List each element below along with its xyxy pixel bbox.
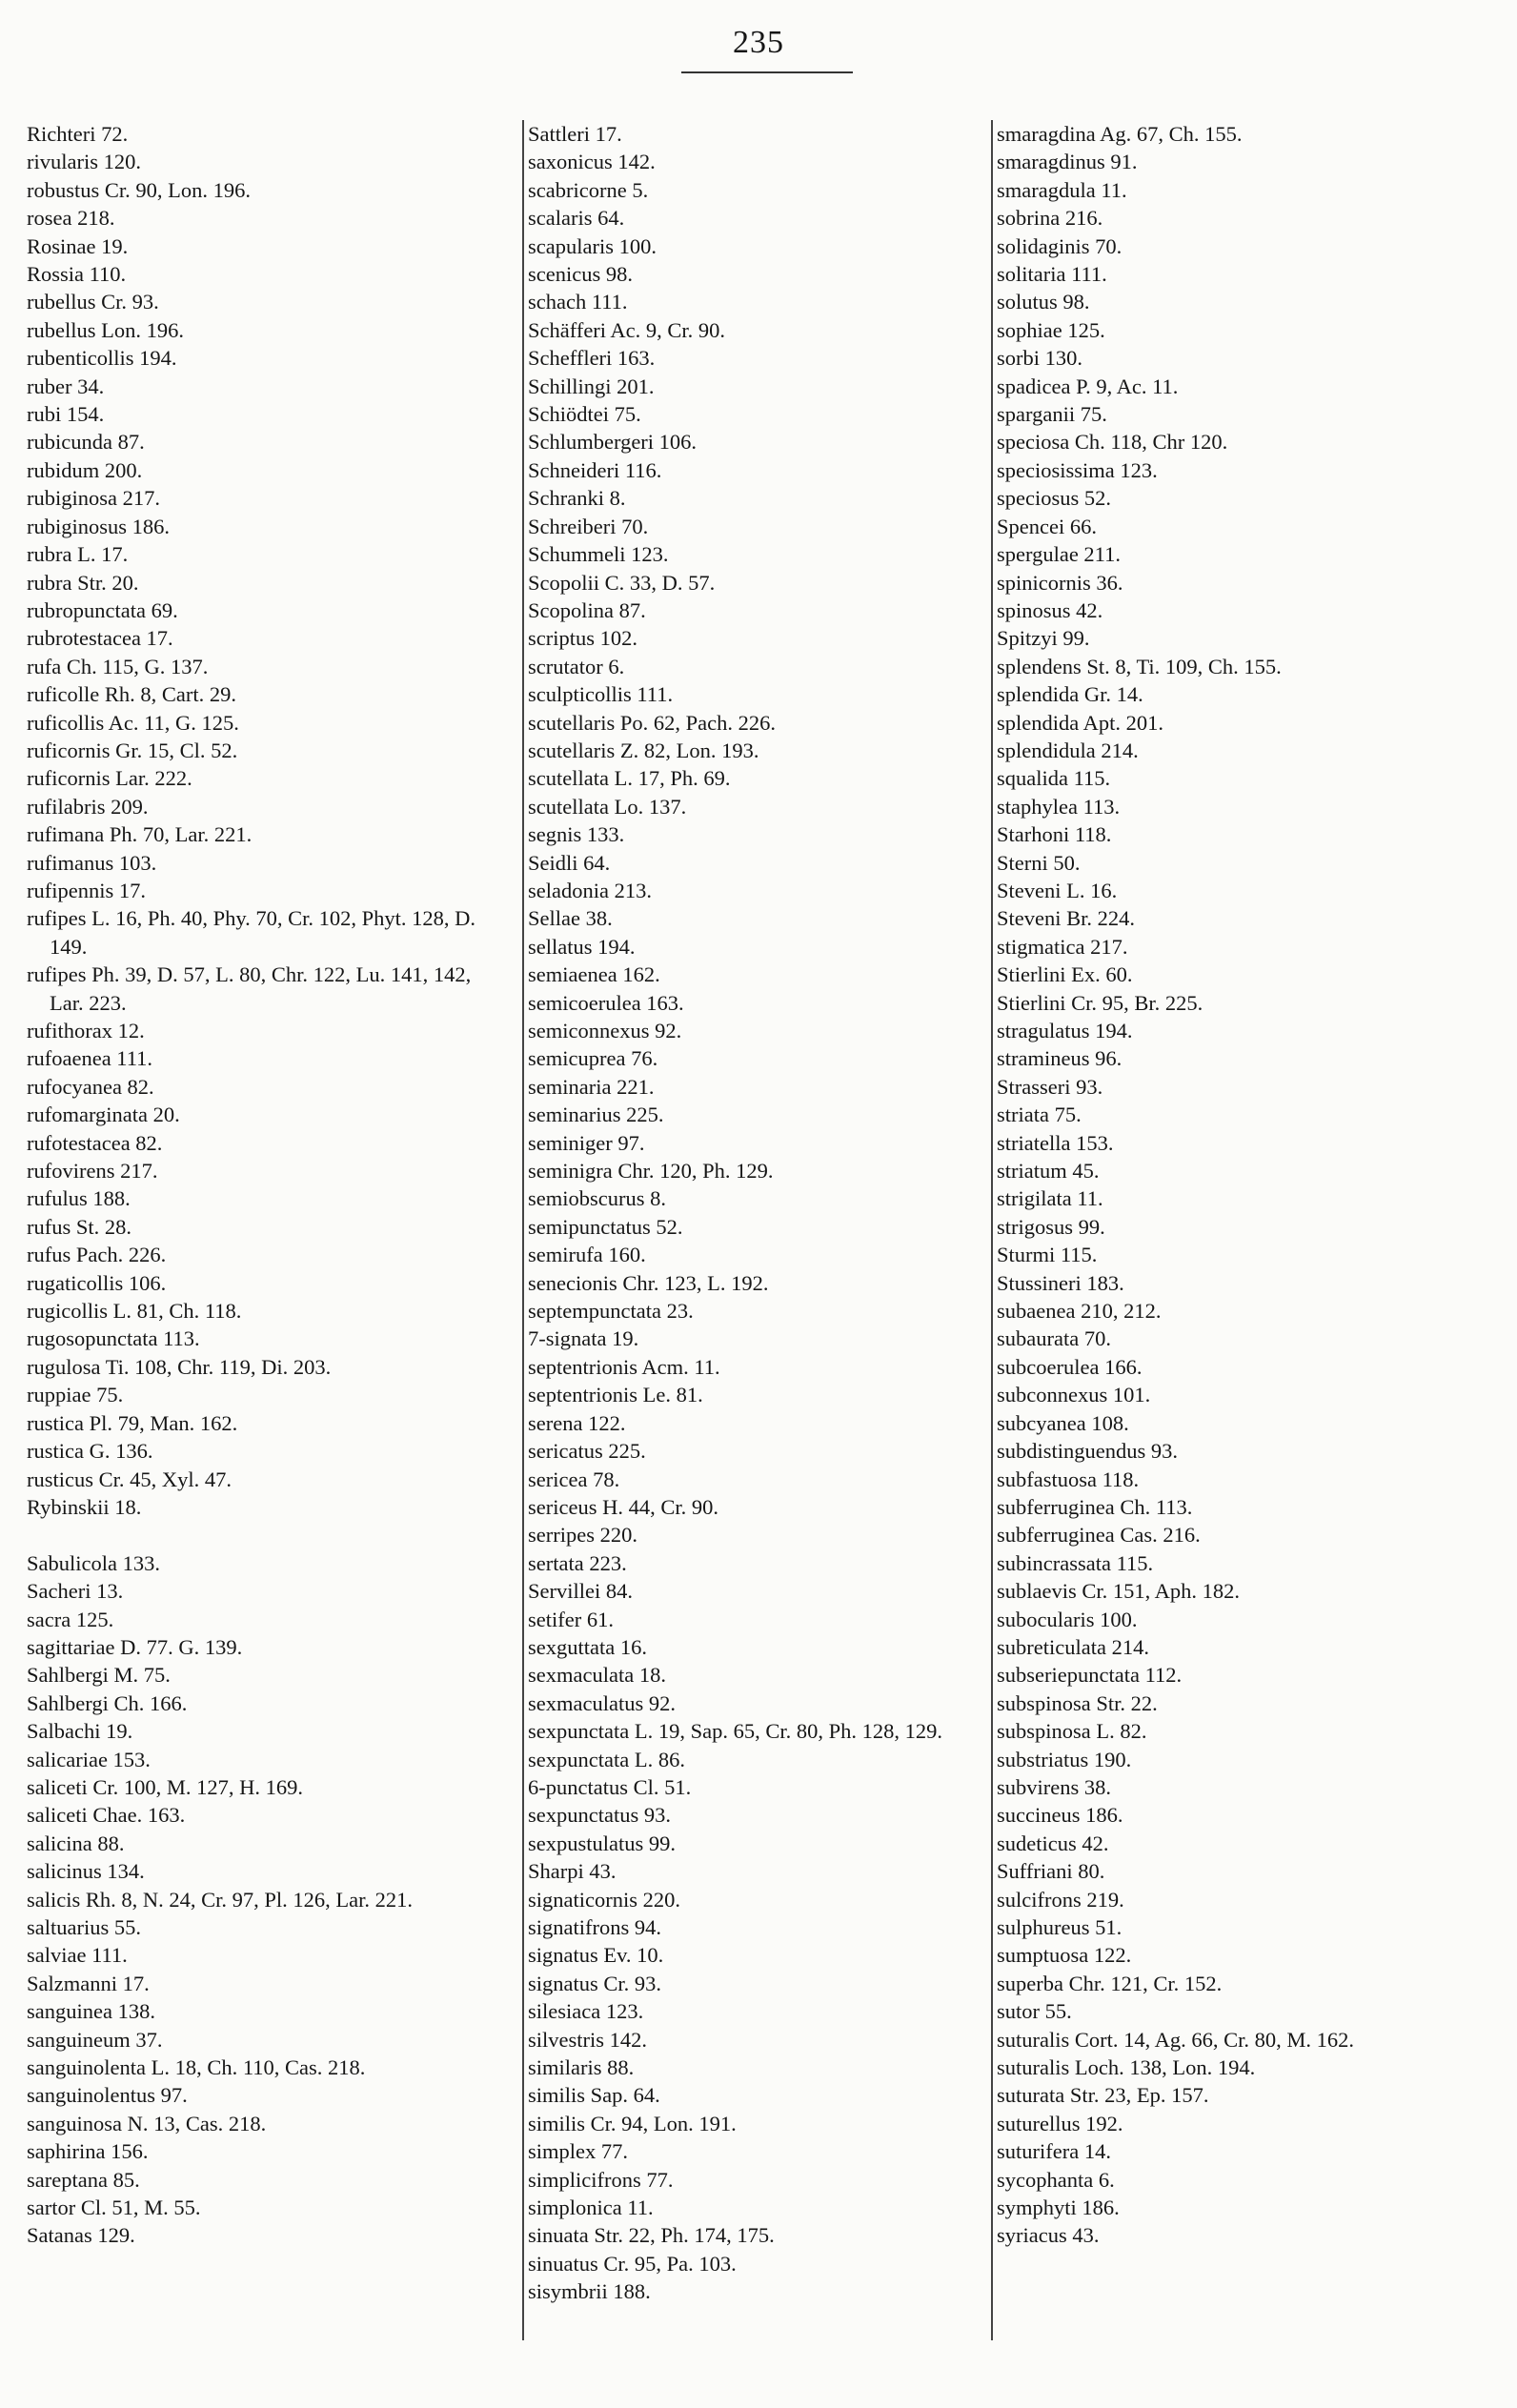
index-entry: rustica Pl. 79, Man. 162. [27, 1410, 238, 1435]
index-entry: scriptus 102. [528, 626, 637, 651]
index-entry: Scopolina 87. [528, 597, 646, 622]
index-entry: Stierlini Cr. 95, Br. 225. [997, 990, 1203, 1015]
index-entry: similaris 88. [528, 2055, 635, 2080]
index-entry: Richteri 72. [27, 122, 129, 146]
index-entry: ruppiae 75. [27, 1383, 124, 1407]
index-entry: signatus Ev. 10. [528, 1943, 664, 1968]
index-entry: sexpunctata L. 86. [528, 1747, 685, 1771]
index-entry: scabricorne 5. [528, 177, 649, 202]
index-entry: smaragdinus 91. [997, 150, 1138, 174]
index-entry: ruber 34. [27, 374, 105, 398]
index-entry: stigmatica 217. [997, 934, 1128, 959]
index-entry: sanguinea 138. [27, 1999, 155, 2024]
index-entry: splendens St. 8, Ti. 109, Ch. 155. [997, 654, 1282, 678]
index-entry: rufimanus 103. [27, 850, 157, 875]
index-entry: sertata 223. [528, 1550, 627, 1575]
index-entry: sexpunctatus 93. [528, 1803, 671, 1828]
index-entry: succineus 186. [997, 1803, 1123, 1828]
index-entry: subspinosa L. 82. [997, 1719, 1147, 1744]
index-entry: subreticulata 214. [997, 1634, 1149, 1659]
index-entry: rufus Pach. 226. [27, 1243, 167, 1267]
index-entry: sanguineum 37. [27, 2027, 163, 2052]
index-entry: sudeticus 42. [997, 1831, 1109, 1855]
index-entry: substriatus 190. [997, 1747, 1132, 1771]
index-entry: symphyti 186. [997, 2196, 1120, 2220]
index-entry: rugosopunctata 113. [27, 1326, 200, 1351]
index-entry: scutellata L. 17, Ph. 69. [528, 766, 731, 791]
index-entry: Suffriani 80. [997, 1859, 1105, 1884]
index-entry: subferruginea Cas. 216. [997, 1523, 1201, 1548]
index-entry: splendida Gr. 14. [997, 682, 1143, 707]
index-entry: splendidula 214. [997, 738, 1139, 762]
index-entry: Stierlini Ex. 60. [997, 962, 1133, 987]
index-entry: sumptuosa 122. [997, 1943, 1132, 1968]
index-entry: Schiödtei 75. [528, 402, 641, 427]
section-gap [27, 1521, 494, 1548]
index-entry: sublaevis Cr. 151, Aph. 182. [997, 1579, 1241, 1604]
index-entry: rubropunctata 69. [27, 597, 178, 622]
index-entry: semiobscurus 8. [528, 1186, 666, 1211]
index-entry: saliceti Chae. 163. [27, 1803, 186, 1828]
index-column-1 [27, 120, 494, 2250]
index-entry: rugulosa Ti. 108, Chr. 119, Di. 203. [27, 1354, 332, 1379]
index-entry: scapularis 100. [528, 233, 657, 258]
index-entry: Schranki 8. [528, 486, 626, 511]
index-entry: subdistinguendus 93. [997, 1439, 1179, 1464]
index-entry: sexpunctata L. 19, Sap. 65, Cr. 80, Ph. 128, 129. [528, 1719, 942, 1744]
index-entry: rubiginosus 186. [27, 514, 171, 538]
index-entry: Sattleri 17. [528, 122, 622, 146]
index-entry: ruficornis Gr. 15, Cl. 52. [27, 738, 238, 762]
index-entry: rufus St. 28. [27, 1214, 132, 1239]
index-entry: suturalis Cort. 14, Ag. 66, Cr. 80, M. 162. [997, 2027, 1355, 2052]
index-entry: solitaria 111. [997, 262, 1107, 287]
index-entry: Sacheri 13. [27, 1579, 124, 1604]
index-entry: suturata Str. 23, Ep. 157. [997, 2083, 1209, 2108]
index-entry: Schummeli 123. [528, 542, 669, 567]
index-entry: subvirens 38. [997, 1774, 1111, 1799]
index-entry: sexmaculatus 92. [528, 1690, 676, 1715]
index-entry: semipunctatus 52. [528, 1214, 683, 1239]
index-entry: sexpustulatus 99. [528, 1831, 676, 1855]
index-entry: rosea 218. [27, 206, 115, 231]
index-entry: ruficolle Rh. 8, Cart. 29. [27, 682, 236, 707]
index-entry: Sellae 38. [528, 906, 613, 931]
index-entry: Seidli 64. [528, 850, 611, 875]
index-entry: rubellus Cr. 93. [27, 290, 159, 314]
index-entry: signatus Cr. 93. [528, 1971, 662, 1995]
index-entry: 6-punctatus Cl. 51. [528, 1774, 692, 1799]
index-entry: sellatus 194. [528, 934, 636, 959]
index-entry: solutus 98. [997, 290, 1090, 314]
index-entry: rusticus Cr. 45, Xyl. 47. [27, 1467, 233, 1491]
index-entry: subaurata 70. [997, 1326, 1111, 1351]
index-entry: stragulatus 194. [997, 1019, 1133, 1042]
index-entry: rufocyanea 82. [27, 1074, 154, 1099]
page-number: 235 [733, 25, 784, 60]
index-entry: septentrionis Le. 81. [528, 1383, 703, 1407]
index-entry: striatella 153. [997, 1130, 1114, 1155]
index-entry: robustus Cr. 90, Lon. 196. [27, 177, 252, 202]
index-entry: silesiaca 123. [528, 1999, 644, 2024]
index-entry: saphirina 156. [27, 2139, 149, 2164]
index-entry: septempunctata 23. [528, 1299, 694, 1324]
index-entry: solidaginis 70. [997, 233, 1123, 258]
index-entry: 7-signata 19. [528, 1326, 639, 1351]
index-entry: rubellus Lon. 196. [27, 317, 184, 342]
index-entry: speciosissima 123. [997, 457, 1158, 482]
index-entry: smaragdula 11. [997, 177, 1127, 202]
index-entry: Schäfferi Ac. 9, Cr. 90. [528, 317, 726, 342]
index-entry: squalida 115. [997, 766, 1111, 791]
index-entry: subocularis 100. [997, 1607, 1138, 1631]
index-entry: rufa Ch. 115, G. 137. [27, 654, 209, 678]
index-entry: Spitzyi 99. [997, 626, 1090, 651]
index-entry: sanguinolentus 97. [27, 2083, 188, 2108]
index-entry: strigilata 11. [997, 1186, 1103, 1211]
index-entry: subseriepunctata 112. [997, 1663, 1183, 1688]
index-entry: senecionis Chr. 123, L. 192. [528, 1270, 769, 1295]
index-entry: rustica G. 136. [27, 1439, 153, 1464]
index-entry: simplonica 11. [528, 2196, 654, 2220]
index-column-2 [522, 120, 976, 2340]
index-entry: sanguinolenta L. 18, Ch. 110, Cas. 218. [27, 2055, 366, 2080]
index-entry: scutellata Lo. 137. [528, 794, 687, 819]
index-entry: similis Sap. 64. [528, 2083, 660, 2108]
index-entry: seminaria 221. [528, 1074, 655, 1099]
index-entry: sorbi 130. [997, 346, 1082, 371]
index-entry: Rossia 110. [27, 262, 127, 287]
index-entry: Schreiberi 70. [528, 514, 649, 538]
index-entry: rubra Str. 20. [27, 570, 139, 595]
index-entry: sericatus 225. [528, 1439, 646, 1464]
index-entry: Starhoni 118. [997, 822, 1112, 847]
index-entry: spinicornis 36. [997, 570, 1123, 595]
index-entry: signatifrons 94. [528, 1915, 661, 1939]
index-column-3 [991, 120, 1502, 2340]
index-entry: simplex 77. [528, 2139, 628, 2164]
index-entry: scutellaris Po. 62, Pach. 226. [528, 710, 776, 735]
index-entry: similis Cr. 94, Lon. 191. [528, 2111, 737, 2135]
index-entry: splendida Apt. 201. [997, 710, 1163, 735]
index-entry: suturalis Loch. 138, Lon. 194. [997, 2055, 1256, 2080]
index-entry: seminarius 225. [528, 1103, 664, 1127]
index-entry: Scopolii C. 33, D. 57. [528, 570, 716, 595]
index-entry: salicariae 153. [27, 1747, 151, 1771]
index-entry: sycophanta 6. [997, 2167, 1115, 2192]
index-entry: Rybinskii 18. [27, 1494, 142, 1519]
index-entry: saltuarius 55. [27, 1914, 141, 1939]
index-entry: Schillingi 201. [528, 374, 655, 398]
index-entry: subaenea 210, 212. [997, 1299, 1162, 1324]
index-entry: sanguinosa N. 13, Cas. 218. [27, 2111, 267, 2135]
index-entry: sacra 125. [27, 1607, 114, 1631]
index-entry: stramineus 96. [997, 1046, 1123, 1071]
index-entry: salicinus 134. [27, 1859, 145, 1884]
index-entry: superba Chr. 121, Cr. 152. [997, 1971, 1223, 1995]
index-entry: Satanas 129. [27, 2223, 135, 2248]
index-entry: rufimana Ph. 70, Lar. 221. [27, 822, 253, 847]
index-entry: subcyanea 108. [997, 1410, 1129, 1435]
index-entry: Rosinae 19. [27, 233, 129, 258]
index-entry: Servillei 84. [528, 1579, 633, 1604]
index-entry: sophiae 125. [997, 317, 1105, 342]
index-entry: sulphureus 51. [997, 1915, 1123, 1939]
index-entry: Sahlbergi M. 75. [27, 1663, 171, 1688]
index-entry: sulcifrons 219. [997, 1887, 1124, 1912]
index-entry: rufulus 188. [27, 1186, 131, 1211]
index-entry: rubicunda 87. [27, 430, 145, 455]
index-entry: simplicifrons 77. [528, 2167, 674, 2192]
index-entry: rugaticollis 106. [27, 1270, 167, 1295]
index-entry: scalaris 64. [528, 206, 625, 231]
index-entry: ruficornis Lar. 222. [27, 766, 192, 791]
index-entry: strigosus 99. [997, 1214, 1105, 1239]
index-entry: sutor 55. [997, 1999, 1072, 2024]
index-entry: salicina 88. [27, 1831, 125, 1855]
index-entry: ruficollis Ac. 11, G. 125. [27, 710, 239, 735]
index-entry: schach 111. [528, 290, 628, 314]
index-entry: Sturmi 115. [997, 1243, 1098, 1267]
index-entry: subincrassata 115. [997, 1550, 1154, 1575]
index-entry: smaragdina Ag. 67, Ch. 155. [997, 122, 1243, 146]
index-entry: spinosus 42. [997, 597, 1103, 622]
index-entry: saliceti Cr. 100, M. 127, H. 169. [27, 1774, 303, 1799]
index-entry: seminigra Chr. 120, Ph. 129. [528, 1159, 774, 1184]
index-entry: striata 75. [997, 1103, 1082, 1127]
index-entry: subferruginea Ch. 113. [997, 1494, 1193, 1519]
index-entry: rubidum 200. [27, 457, 143, 482]
index-entry: Salbachi 19. [27, 1719, 133, 1744]
index-entry: sculpticollis 111. [528, 682, 674, 707]
index-entry: rugicollis L. 81, Ch. 118. [27, 1299, 242, 1324]
index-entry: semirufa 160. [528, 1243, 646, 1267]
index-entry: subspinosa Str. 22. [997, 1690, 1158, 1715]
index-entry: rubra L. 17. [27, 542, 129, 567]
index-entry: syriacus 43. [997, 2223, 1100, 2248]
index-entry: segnis 133. [528, 822, 625, 847]
index-entry: semiconnexus 92. [528, 1019, 682, 1042]
index-entry: rufipes Ph. 39, D. 57, L. 80, Chr. 122, Lu. 141, 142, Lar. 223. [27, 962, 472, 1015]
index-entry: rubi 154. [27, 402, 105, 427]
index-entry: semiaenea 162. [528, 962, 660, 987]
index-entry: rubenticollis 194. [27, 346, 177, 371]
index-entry: sexmaculata 18. [528, 1663, 666, 1688]
index-entry: Steveni L. 16. [997, 878, 1118, 902]
index-entry: rubiginosa 217. [27, 486, 160, 511]
index-entry: rufotestacea 82. [27, 1130, 163, 1155]
index-entry: rufilabris 209. [27, 794, 149, 819]
index-entry: Schneideri 116. [528, 457, 662, 482]
index-entry: Sterni 50. [997, 850, 1081, 875]
index-entry: serripes 220. [528, 1523, 637, 1548]
index-entry: seminiger 97. [528, 1130, 645, 1155]
index-entry: sareptana 85. [27, 2167, 140, 2192]
index-entry: sericea 78. [528, 1467, 620, 1491]
index-entry: suturifera 14. [997, 2139, 1111, 2164]
index-entry: rufovirens 217. [27, 1159, 158, 1184]
index-entry: sagittariae D. 77. G. 139. [27, 1634, 243, 1659]
index-entry: saxonicus 142. [528, 150, 656, 174]
index-entry: staphylea 113. [997, 794, 1121, 819]
index-entry: rubrotestacea 17. [27, 626, 173, 651]
index-entry: Spencei 66. [997, 514, 1097, 538]
index-entry: Stussineri 183. [997, 1270, 1124, 1295]
index-entry: subfastuosa 118. [997, 1467, 1140, 1491]
index-entry: signaticornis 220. [528, 1887, 680, 1912]
index-entry: Steveni Br. 224. [997, 906, 1135, 931]
index-entry: speciosus 52. [997, 486, 1111, 511]
index-entry: sinuatus Cr. 95, Pa. 103. [528, 2251, 737, 2276]
index-entry: Sabulicola 133. [27, 1550, 160, 1575]
index-entry: sericeus H. 44, Cr. 90. [528, 1494, 718, 1519]
index-entry: spadicea P. 9, Ac. 11. [997, 374, 1179, 398]
index-entry: sartor Cl. 51, M. 55. [27, 2196, 201, 2220]
index-entry: Salzmanni 17. [27, 1971, 150, 1995]
header-rule [681, 71, 853, 73]
index-entry: rufithorax 12. [27, 1019, 145, 1042]
index-entry: setifer 61. [528, 1607, 614, 1631]
index-entry: scutellaris Z. 82, Lon. 193. [528, 738, 759, 762]
index-entry: rivularis 120. [27, 150, 141, 174]
index-entry: salviae 111. [27, 1943, 128, 1968]
index-entry: Sahlbergi Ch. 166. [27, 1690, 188, 1715]
index-entry: silvestris 142. [528, 2027, 648, 2052]
index-entry: sexguttata 16. [528, 1634, 647, 1659]
index-entry: spergulae 211. [997, 542, 1121, 567]
index-entry: Strasseri 93. [997, 1074, 1103, 1099]
index-entry: subcoerulea 166. [997, 1354, 1143, 1379]
index-entry: sparganii 75. [997, 402, 1107, 427]
index-entry: speciosa Ch. 118, Chr 120. [997, 430, 1228, 455]
index-entry: rufipennis 17. [27, 878, 146, 902]
index-entry: scrutator 6. [528, 654, 625, 678]
index-entry: semicoerulea 163. [528, 990, 684, 1015]
index-entry: sinuata Str. 22, Ph. 174, 175. [528, 2223, 775, 2248]
index-entry: suturellus 192. [997, 2111, 1123, 2135]
index-entry: semicuprea 76. [528, 1046, 658, 1071]
index-entry: striatum 45. [997, 1159, 1100, 1184]
index-entry: scenicus 98. [528, 262, 633, 287]
index-entry: rufoaenea 111. [27, 1046, 153, 1071]
index-entry: subconnexus 101. [997, 1383, 1151, 1407]
index-entry: Schlumbergeri 106. [528, 430, 698, 455]
index-entry: seladonia 213. [528, 878, 652, 902]
index-entry: rufipes L. 16, Ph. 40, Phy. 70, Cr. 102, Phyt. 128, D. 149. [27, 906, 476, 959]
index-entry: sobrina 216. [997, 206, 1103, 231]
index-entry: salicis Rh. 8, N. 24, Cr. 97, Pl. 126, Lar. 221. [27, 1887, 413, 1912]
index-entry: Scheffleri 163. [528, 346, 656, 371]
index-entry: septentrionis Acm. 11. [528, 1354, 720, 1379]
index-entry: sisymbrii 188. [528, 2279, 651, 2304]
index-entry: serena 122. [528, 1410, 626, 1435]
index-entry: rufomarginata 20. [27, 1103, 180, 1127]
index-entry: Sharpi 43. [528, 1859, 617, 1884]
